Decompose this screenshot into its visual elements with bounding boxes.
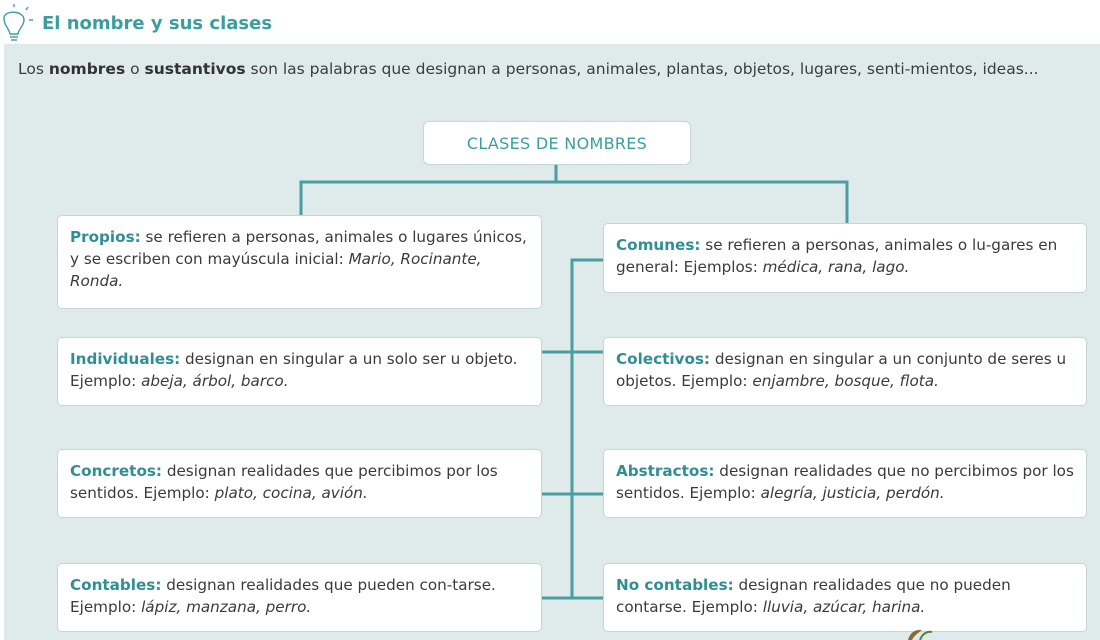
box-term: No contables: (616, 576, 734, 594)
box-colectivos (603, 337, 1087, 406)
box-term: Abstractos: (616, 462, 715, 480)
box-text: designan realidades que pueden con-tarse. Ejemplo: (70, 576, 496, 616)
box-term: Comunes: (616, 236, 701, 254)
box-contables (57, 563, 542, 632)
box-term: Individuales: (70, 350, 181, 368)
intro-prefix: Los (18, 60, 49, 78)
intro-middle: o (125, 60, 145, 78)
intro-bold-nombres: nombres (48, 60, 126, 78)
box-term: Contables: (70, 576, 162, 594)
box-examples: médica, rana, lago. (762, 258, 910, 276)
diagram-root-box: CLASES DE NOMBRES (423, 121, 691, 165)
box-examples: lápiz, manzana, perro. (141, 598, 312, 616)
box-text: se refieren a personas, animales o lugares únicos, y se escriben con mayúscula inicial: (70, 228, 527, 268)
intro-bold-sustantivos: sustantivos (144, 60, 246, 78)
box-text: se refieren a personas, animales o lu-gares en general: Ejemplos: (616, 236, 1058, 276)
box-examples: lluvia, azúcar, harina. (762, 598, 926, 616)
box-examples: abeja, árbol, barco. (141, 372, 289, 390)
plant-decoration-icon (900, 626, 940, 640)
box-term: Propios: (70, 228, 141, 246)
box-examples: alegría, justicia, perdón. (760, 484, 945, 502)
box-text: designan realidades que no percibimos por los sentidos. Ejemplo: (616, 462, 1074, 502)
section-title: El nombre y sus clases (42, 13, 273, 34)
box-examples: enjambre, bosque, flota. (752, 372, 939, 390)
box-examples: Mario, Rocinante, Ronda. (70, 250, 482, 290)
box-examples: plato, cocina, avión. (214, 484, 368, 502)
box-text: designan realidades que percibimos por los sentidos. Ejemplo: (70, 462, 498, 502)
box-abstractos (603, 449, 1087, 518)
box-concretos (57, 449, 542, 518)
box-term: Colectivos: (616, 350, 711, 368)
box-text: designan en singular a un solo ser u objeto. Ejemplo: (70, 350, 518, 390)
box-comunes (603, 223, 1087, 293)
box-text: designan en singular a un conjunto de seres u objetos. Ejemplo: (616, 350, 1067, 390)
box-no-contables (603, 563, 1087, 632)
intro-suffix: son las palabras que designan a personas, animales, plantas, objetos, lugares, senti-mientos, ideas... (245, 60, 1039, 78)
box-text: designan realidades que no pueden contarse. Ejemplo: (616, 576, 1011, 616)
box-individuales (57, 337, 542, 406)
box-term: Concretos: (70, 462, 162, 480)
box-propios (57, 215, 542, 309)
